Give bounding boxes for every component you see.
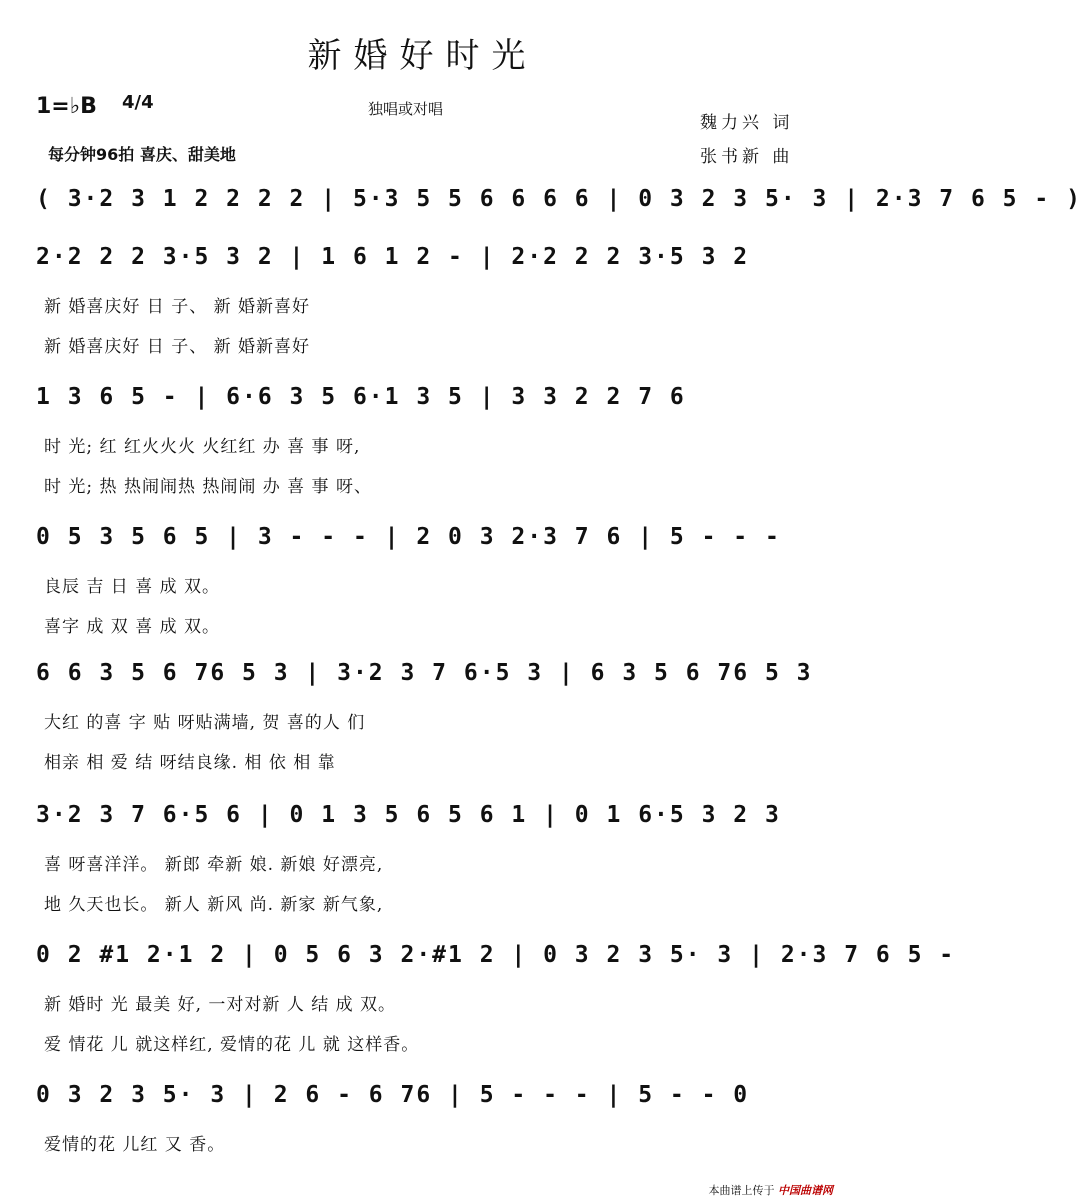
page-title: 新婚好时光 <box>307 36 538 76</box>
lyric-line: 新 婚喜庆好 日 子、 新 婚新喜好 <box>44 337 311 357</box>
footer-text: 本曲谱上传于 <box>708 1184 775 1197</box>
notation-line: 3·2 3 7 6·5 6 | 0 1 3 5 6 5 6 1 | 0 1 6·5 3 2 3 <box>36 802 781 828</box>
lyric-line: 时 光; 热 热闹闹热 热闹闹 办 喜 事 呀、 <box>44 477 372 497</box>
notation-line: ( 3·2 3 1 2 2 2 2 | 5·3 5 5 6 6 6 6 | 0 3 2 3 5· 3 | 2·3 7 6 5 - ) <box>36 186 1082 212</box>
lyric-line: 相亲 相 爱 结 呀结良缘. 相 依 相 靠 <box>44 753 336 773</box>
footer <box>709 1182 834 1198</box>
lyric-line: 时 光; 红 红火火火 火红红 办 喜 事 呀, <box>44 437 361 457</box>
lyric-line: 爱情的花 儿红 又 香。 <box>44 1135 226 1155</box>
footer-site: 中国曲谱网 <box>778 1184 833 1197</box>
lyric-line: 新 婚喜庆好 日 子、 新 婚新喜好 <box>44 297 311 317</box>
notation-line: 1 3 6 5 - | 6·6 3 5 6·1 3 5 | 3 3 2 2 7 6 <box>36 384 686 410</box>
lyric-line: 良辰 吉 日 喜 成 双。 <box>44 577 221 597</box>
lyric-line: 新 婚时 光 最美 好, 一对对新 人 结 成 双。 <box>44 995 397 1015</box>
performance-mode: 独唱或对唱 <box>368 100 444 118</box>
notation-line: 6 6 3 5 6 76 5 3 | 3·2 3 7 6·5 3 | 6 3 5 6 76 5 3 <box>36 660 813 686</box>
key-signature: 1=♭B <box>36 94 97 119</box>
lyric-line: 爱 情花 儿 就这样红, 爱情的花 儿 就 这样香。 <box>44 1035 420 1055</box>
lyric-line: 喜字 成 双 喜 成 双。 <box>44 617 221 637</box>
lyric-line: 喜 呀喜洋洋。 新郎 牵新 娘. 新娘 好漂亮, <box>44 855 384 875</box>
notation-line: 0 2 #1 2·1 2 | 0 5 6 3 2·#1 2 | 0 3 2 3 5· 3 | 2·3 7 6 5 - <box>36 942 956 968</box>
notation-line: 0 3 2 3 5· 3 | 2 6 - 6 76 | 5 - - - | 5 - - 0 <box>36 1082 750 1108</box>
lyric-line: 地 久天也长。 新人 新风 尚. 新家 新气象, <box>44 895 384 915</box>
composer: 张书新 曲 <box>700 147 794 167</box>
lyricist: 魏力兴 词 <box>700 113 794 133</box>
lyric-line: 大红 的喜 字 贴 呀贴满墙, 贺 喜的人 们 <box>44 713 366 733</box>
notation-line: 0 5 3 5 6 5 | 3 - - - | 2 0 3 2·3 7 6 | 5 - - - <box>36 524 781 550</box>
tempo-marking: 每分钟96拍 喜庆、甜美地 <box>48 145 236 164</box>
time-signature: 4/4 <box>122 92 154 113</box>
notation-line: 2·2 2 2 3·5 3 2 | 1 6 1 2 - | 2·2 2 2 3·5 3 2 <box>36 244 750 270</box>
